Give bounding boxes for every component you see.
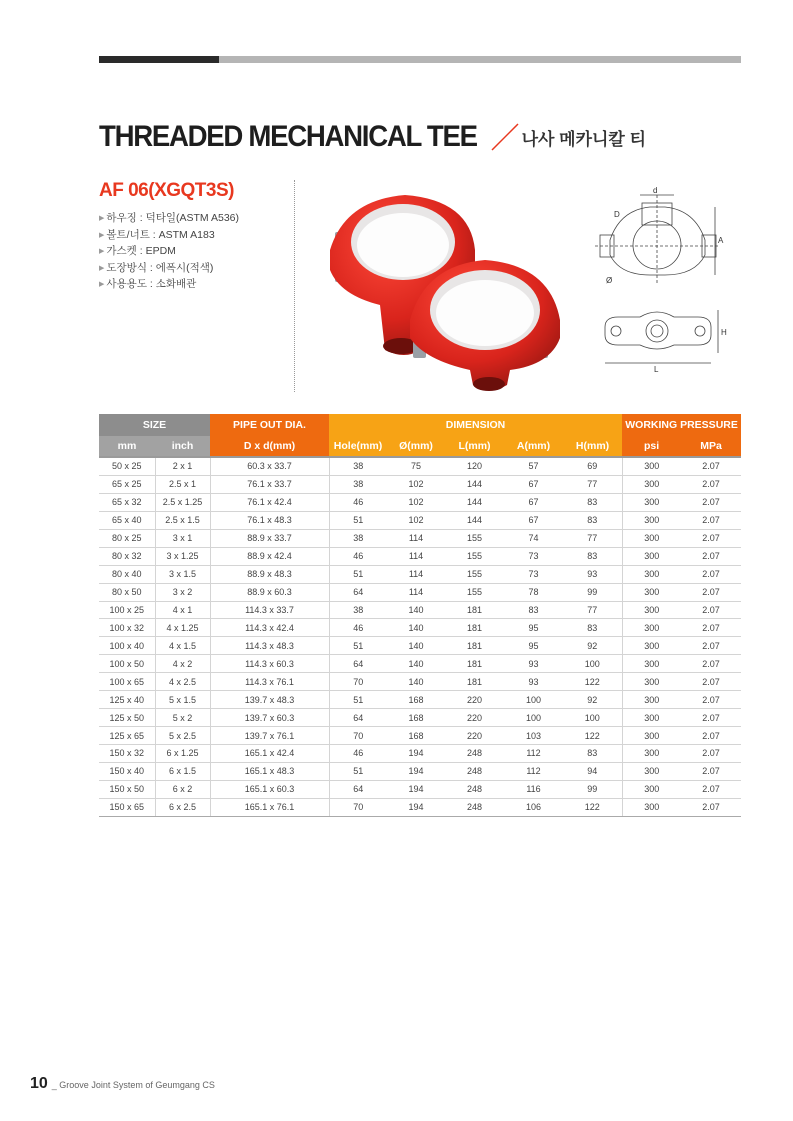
footer (30, 1075, 215, 1093)
table-cell: 165.1 x 48.3 (210, 762, 329, 780)
table-cell: 88.9 x 48.3 (210, 565, 329, 583)
table-cell: 77 (563, 475, 622, 493)
page-number: 10 (30, 1075, 48, 1092)
table-cell: 99 (563, 583, 622, 601)
table-cell: 46 (329, 619, 387, 637)
table-cell: 181 (445, 655, 504, 673)
table-row (99, 637, 741, 655)
table-cell: 114.3 x 42.4 (210, 619, 329, 637)
table-cell: 75 (387, 457, 445, 475)
table-cell: 300 (622, 745, 681, 763)
header-psi: psi (622, 436, 681, 457)
table-cell: 122 (563, 727, 622, 745)
table-cell: 140 (387, 655, 445, 673)
table-cell: 80 x 40 (99, 565, 155, 583)
table-cell: 140 (387, 673, 445, 691)
table-cell: 67 (504, 511, 563, 529)
table-cell: 300 (622, 709, 681, 727)
table-cell: 220 (445, 727, 504, 745)
table-cell: 114 (387, 583, 445, 601)
table-cell: 65 x 40 (99, 511, 155, 529)
table-cell: 69 (563, 457, 622, 475)
table-cell: 2.07 (681, 780, 741, 798)
table-cell: 100 (504, 691, 563, 709)
header-a: A(mm) (504, 436, 563, 457)
table-cell: 92 (563, 637, 622, 655)
table-cell: 83 (563, 619, 622, 637)
table-cell: 220 (445, 691, 504, 709)
table-cell: 70 (329, 798, 387, 816)
table-cell: 120 (445, 457, 504, 475)
table-cell: 125 x 40 (99, 691, 155, 709)
header-dimension: DIMENSION (329, 414, 622, 436)
spec-item: ▶ 사용용도 : 소화배관 (99, 278, 197, 290)
table-cell: 38 (329, 601, 387, 619)
table-cell: 140 (387, 637, 445, 655)
table-cell: 65 x 32 (99, 493, 155, 511)
header-hole: Hole(mm) (329, 436, 387, 457)
table-cell: 155 (445, 529, 504, 547)
title-slash-icon (490, 118, 520, 152)
table-cell: 3 x 1.25 (155, 547, 210, 565)
table-cell: 150 x 65 (99, 798, 155, 816)
table-cell: 181 (445, 637, 504, 655)
table-cell: 80 x 25 (99, 529, 155, 547)
table-cell: 46 (329, 493, 387, 511)
table-row (99, 691, 741, 709)
table-cell: 5 x 1.5 (155, 691, 210, 709)
table-cell: 165.1 x 60.3 (210, 780, 329, 798)
table-cell: 76.1 x 33.7 (210, 475, 329, 493)
table-cell: 78 (504, 583, 563, 601)
table-row (99, 511, 741, 529)
table-cell: 248 (445, 762, 504, 780)
table-cell: 116 (504, 780, 563, 798)
table-cell: 6 x 2.5 (155, 798, 210, 816)
table-cell: 100 (563, 709, 622, 727)
table-cell: 300 (622, 547, 681, 565)
table-cell: 102 (387, 475, 445, 493)
table-cell: 4 x 1 (155, 601, 210, 619)
table-cell: 139.7 x 76.1 (210, 727, 329, 745)
table-cell: 2.07 (681, 691, 741, 709)
bullet-arrow-icon: ▶ (99, 231, 105, 239)
label-H: H (721, 328, 727, 337)
table-cell: 76.1 x 42.4 (210, 493, 329, 511)
table-cell: 2.07 (681, 475, 741, 493)
table-cell: 114.3 x 76.1 (210, 673, 329, 691)
table-cell: 95 (504, 619, 563, 637)
table-cell: 2.07 (681, 493, 741, 511)
page-subtitle: 나사 메카니칼 티 (521, 130, 646, 149)
table-cell: 155 (445, 547, 504, 565)
table-cell: 114.3 x 48.3 (210, 637, 329, 655)
table-row (99, 565, 741, 583)
table-cell: 38 (329, 475, 387, 493)
table-cell: 2.07 (681, 762, 741, 780)
table-row (99, 619, 741, 637)
spec-item: ▶ 볼트/너트 : ASTM A183 (99, 228, 215, 241)
table-row (99, 762, 741, 780)
table-row (99, 798, 741, 816)
table-cell: 165.1 x 42.4 (210, 745, 329, 763)
table-cell: 57 (504, 457, 563, 475)
spec-table (99, 414, 741, 817)
table-cell: 2.5 x 1.5 (155, 511, 210, 529)
table-cell: 181 (445, 619, 504, 637)
spec-item: ▶ 하우징 : 덕타일(ASTM A536) (99, 212, 240, 224)
table-cell: 300 (622, 655, 681, 673)
table-cell: 300 (622, 619, 681, 637)
title-row (99, 118, 646, 152)
table-cell: 300 (622, 493, 681, 511)
table-cell: 2.07 (681, 601, 741, 619)
table-cell: 46 (329, 547, 387, 565)
table-cell: 83 (563, 511, 622, 529)
table-cell: 76.1 x 48.3 (210, 511, 329, 529)
table-cell: 2.07 (681, 619, 741, 637)
table-cell: 194 (387, 762, 445, 780)
table-cell: 106 (504, 798, 563, 816)
table-cell: 112 (504, 762, 563, 780)
bullet-arrow-icon: ▶ (99, 281, 105, 288)
table-cell: 83 (563, 745, 622, 763)
table-cell: 114 (387, 547, 445, 565)
table-cell: 181 (445, 601, 504, 619)
table-cell: 46 (329, 745, 387, 763)
table-row (99, 547, 741, 565)
table-row (99, 655, 741, 673)
table-cell: 100 x 40 (99, 637, 155, 655)
table-cell: 139.7 x 48.3 (210, 691, 329, 709)
header-pipe-out-dia: PIPE OUT DIA. (210, 414, 329, 436)
table-cell: 93 (563, 565, 622, 583)
table-cell: 102 (387, 493, 445, 511)
table-cell: 51 (329, 762, 387, 780)
table-cell: 38 (329, 529, 387, 547)
table-cell: 300 (622, 691, 681, 709)
table-cell: 88.9 x 33.7 (210, 529, 329, 547)
table-row (99, 673, 741, 691)
table-cell: 38 (329, 457, 387, 475)
table-cell: 83 (563, 493, 622, 511)
header-dxd: D x d(mm) (210, 436, 329, 457)
top-rule (99, 56, 741, 63)
table-cell: 300 (622, 762, 681, 780)
table-cell: 114.3 x 60.3 (210, 655, 329, 673)
table-cell: 73 (504, 565, 563, 583)
table-cell: 194 (387, 745, 445, 763)
table-cell: 70 (329, 727, 387, 745)
table-row (99, 475, 741, 493)
table-cell: 300 (622, 798, 681, 816)
table-cell: 300 (622, 601, 681, 619)
table-cell: 150 x 40 (99, 762, 155, 780)
table-cell: 2.5 x 1 (155, 475, 210, 493)
label-d: d (653, 186, 658, 195)
table-cell: 88.9 x 60.3 (210, 583, 329, 601)
table-cell: 70 (329, 673, 387, 691)
table-cell: 92 (563, 691, 622, 709)
table-cell: 100 x 65 (99, 673, 155, 691)
spec-list (99, 210, 239, 293)
table-cell: 2.07 (681, 655, 741, 673)
table-cell: 102 (387, 511, 445, 529)
table-cell: 2.07 (681, 798, 741, 816)
table-cell: 64 (329, 709, 387, 727)
table-cell: 168 (387, 709, 445, 727)
table-cell: 50 x 25 (99, 457, 155, 475)
table-row (99, 529, 741, 547)
label-D: D (614, 210, 620, 219)
table-cell: 2.07 (681, 529, 741, 547)
table-cell: 2.07 (681, 637, 741, 655)
table-cell: 100 (504, 709, 563, 727)
table-cell: 300 (622, 457, 681, 475)
table-cell: 2.07 (681, 745, 741, 763)
table-row (99, 709, 741, 727)
table-cell: 67 (504, 493, 563, 511)
table-cell: 73 (504, 547, 563, 565)
table-cell: 155 (445, 565, 504, 583)
header-mpa: MPa (681, 436, 741, 457)
footer-text: _ Groove Joint System of Geumgang CS (51, 1080, 215, 1090)
table-cell: 144 (445, 475, 504, 493)
table-cell: 194 (387, 798, 445, 816)
table-cell: 3 x 1.5 (155, 565, 210, 583)
table-cell: 144 (445, 511, 504, 529)
table-cell: 4 x 2 (155, 655, 210, 673)
table-cell: 77 (563, 601, 622, 619)
table-cell: 125 x 50 (99, 709, 155, 727)
table-cell: 3 x 1 (155, 529, 210, 547)
table-cell: 99 (563, 780, 622, 798)
table-cell: 150 x 32 (99, 745, 155, 763)
table-row (99, 457, 741, 475)
table-cell: 2.07 (681, 547, 741, 565)
table-cell: 300 (622, 673, 681, 691)
table-cell: 4 x 2.5 (155, 673, 210, 691)
dimension-drawing (590, 185, 730, 375)
table-cell: 165.1 x 76.1 (210, 798, 329, 816)
label-A: A (718, 236, 724, 245)
table-cell: 5 x 2.5 (155, 727, 210, 745)
table-row (99, 727, 741, 745)
table-cell: 2.07 (681, 565, 741, 583)
page-title: THREADED MECHANICAL TEE (99, 120, 477, 153)
table-cell: 122 (563, 673, 622, 691)
model-code: AF 06(XGQT3S) (99, 180, 234, 201)
divider (294, 180, 295, 392)
table-cell: 5 x 2 (155, 709, 210, 727)
table-cell: 300 (622, 637, 681, 655)
table-cell: 150 x 50 (99, 780, 155, 798)
table-cell: 155 (445, 583, 504, 601)
table-cell: 51 (329, 691, 387, 709)
table-cell: 248 (445, 780, 504, 798)
header-size: SIZE (99, 414, 210, 436)
table-cell: 93 (504, 673, 563, 691)
table-cell: 67 (504, 475, 563, 493)
table-cell: 140 (387, 601, 445, 619)
label-phi: Ø (606, 276, 613, 285)
table-cell: 2.07 (681, 457, 741, 475)
table-row (99, 601, 741, 619)
table-cell: 100 x 25 (99, 601, 155, 619)
table-cell: 140 (387, 619, 445, 637)
table-cell: 168 (387, 691, 445, 709)
table-cell: 51 (329, 637, 387, 655)
product-photo (325, 180, 575, 400)
table-row (99, 493, 741, 511)
table-cell: 168 (387, 727, 445, 745)
bullet-arrow-icon: ▶ (99, 215, 105, 222)
header-working-pressure: WORKING PRESSURE (622, 414, 741, 436)
table-cell: 6 x 1.5 (155, 762, 210, 780)
table-cell: 300 (622, 475, 681, 493)
table-cell: 2 x 1 (155, 457, 210, 475)
table-cell: 125 x 65 (99, 727, 155, 745)
table-cell: 100 (563, 655, 622, 673)
table-cell: 2.07 (681, 727, 741, 745)
table-cell: 77 (563, 529, 622, 547)
spec-table-body (99, 457, 741, 816)
table-cell: 51 (329, 565, 387, 583)
table-cell: 114 (387, 565, 445, 583)
table-cell: 248 (445, 745, 504, 763)
table-cell: 2.07 (681, 673, 741, 691)
table-cell: 220 (445, 709, 504, 727)
table-cell: 181 (445, 673, 504, 691)
table-cell: 300 (622, 780, 681, 798)
header-h: H(mm) (563, 436, 622, 457)
header-inch: inch (155, 436, 210, 457)
table-cell: 114.3 x 33.7 (210, 601, 329, 619)
table-cell: 194 (387, 780, 445, 798)
bullet-arrow-icon: ▶ (99, 264, 105, 272)
table-cell: 248 (445, 798, 504, 816)
table-cell: 80 x 50 (99, 583, 155, 601)
table-cell: 93 (504, 655, 563, 673)
table-cell: 100 x 50 (99, 655, 155, 673)
table-cell: 300 (622, 511, 681, 529)
table-cell: 300 (622, 565, 681, 583)
top-rule-accent (99, 56, 219, 63)
header-l: L(mm) (445, 436, 504, 457)
table-row (99, 745, 741, 763)
table-cell: 2.07 (681, 583, 741, 601)
table-cell: 300 (622, 727, 681, 745)
table-cell: 65 x 25 (99, 475, 155, 493)
table-cell: 83 (504, 601, 563, 619)
label-L: L (654, 365, 659, 374)
spec-item: ▶ 가스켓 : EPDM (99, 245, 176, 257)
table-cell: 300 (622, 583, 681, 601)
table-cell: 103 (504, 727, 563, 745)
header-mm: mm (99, 436, 155, 457)
table-cell: 60.3 x 33.7 (210, 457, 329, 475)
table-cell: 64 (329, 583, 387, 601)
table-cell: 64 (329, 780, 387, 798)
table-cell: 88.9 x 42.4 (210, 547, 329, 565)
bullet-arrow-icon: ▶ (99, 248, 105, 255)
table-cell: 2.5 x 1.25 (155, 493, 210, 511)
table-cell: 4 x 1.5 (155, 637, 210, 655)
table-cell: 64 (329, 655, 387, 673)
table-cell: 122 (563, 798, 622, 816)
table-cell: 139.7 x 60.3 (210, 709, 329, 727)
table-row (99, 780, 741, 798)
header-phi: Ø(mm) (387, 436, 445, 457)
table-cell: 2.07 (681, 709, 741, 727)
table-cell: 112 (504, 745, 563, 763)
table-cell: 95 (504, 637, 563, 655)
table-cell: 100 x 32 (99, 619, 155, 637)
table-cell: 114 (387, 529, 445, 547)
table-cell: 51 (329, 511, 387, 529)
table-cell: 80 x 32 (99, 547, 155, 565)
table-row (99, 583, 741, 601)
table-cell: 4 x 1.25 (155, 619, 210, 637)
table-cell: 74 (504, 529, 563, 547)
table-cell: 6 x 1.25 (155, 745, 210, 763)
table-cell: 300 (622, 529, 681, 547)
table-cell: 3 x 2 (155, 583, 210, 601)
table-cell: 94 (563, 762, 622, 780)
table-cell: 2.07 (681, 511, 741, 529)
table-cell: 83 (563, 547, 622, 565)
table-cell: 144 (445, 493, 504, 511)
spec-item: ▶ 도장방식 : 에폭시(적색) (99, 261, 214, 274)
table-cell: 6 x 2 (155, 780, 210, 798)
